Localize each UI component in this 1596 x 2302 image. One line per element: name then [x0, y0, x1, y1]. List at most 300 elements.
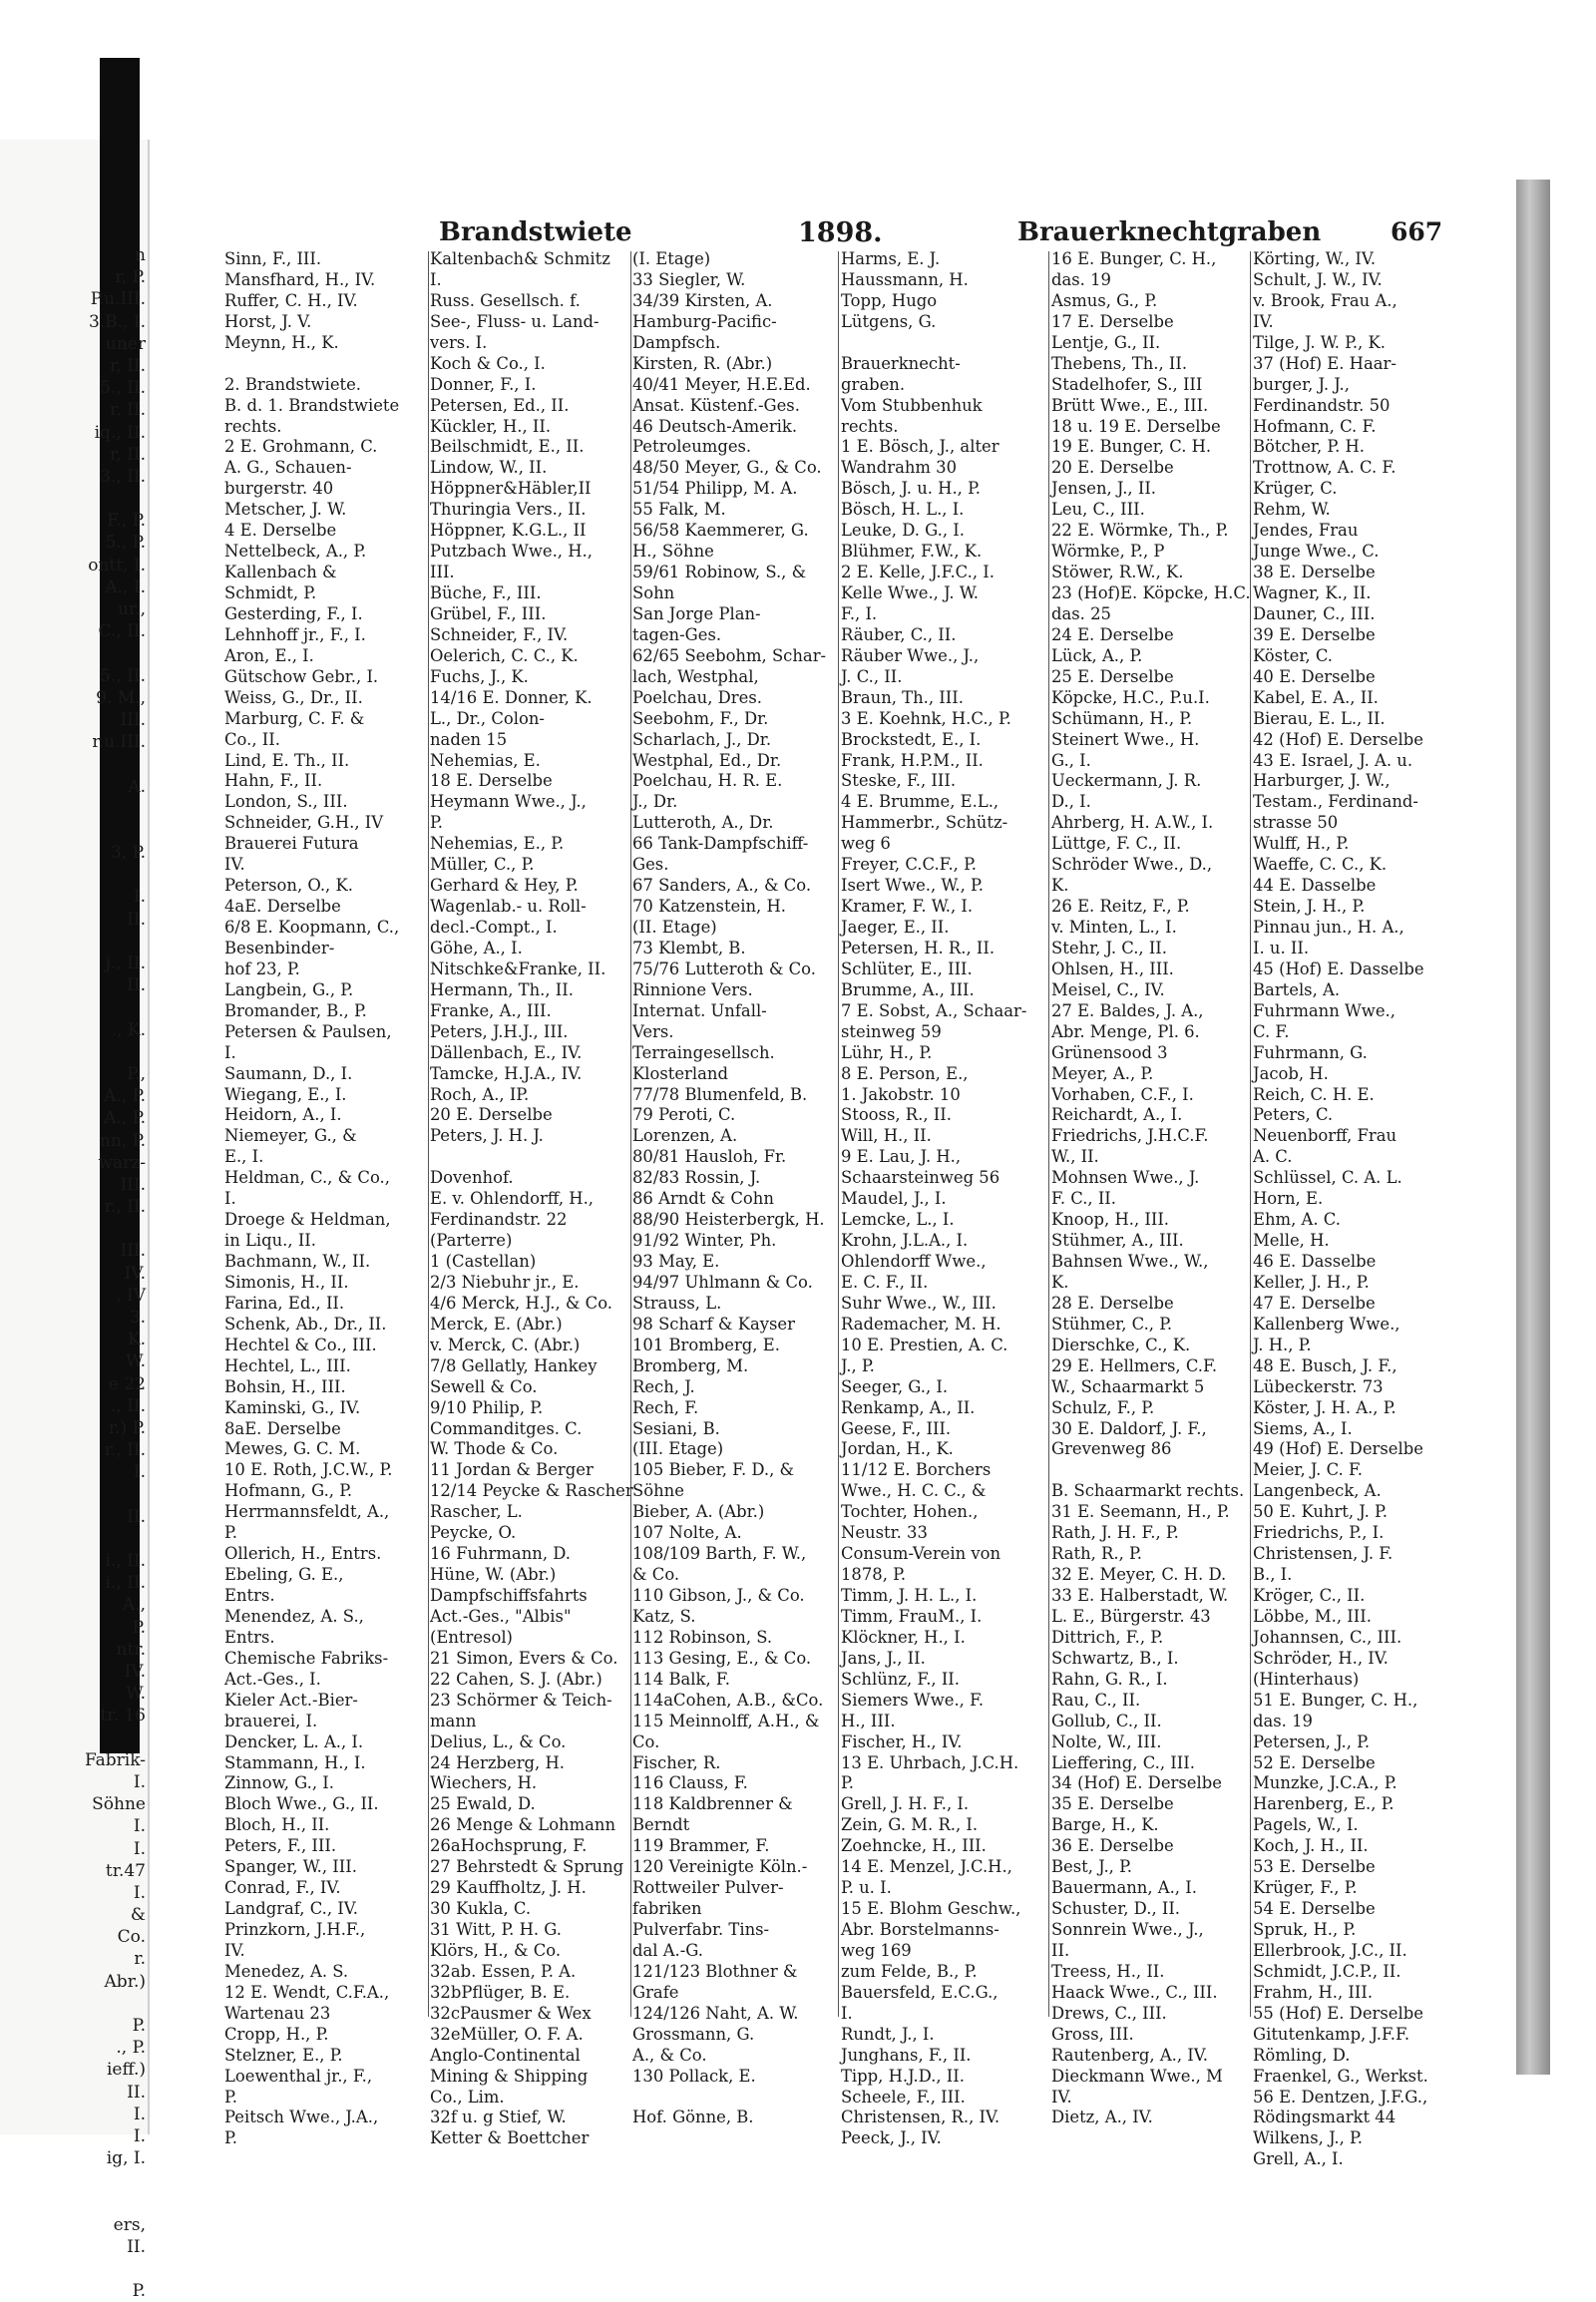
directory-entry: 38 E. Derselbe [1253, 563, 1376, 582]
facing-page-fragment: A. [128, 776, 146, 797]
directory-entry: B. Schaarmarkt rechts. [1051, 1481, 1245, 1501]
directory-entry: 45 (Hof) E. Dasselbe [1253, 959, 1424, 978]
directory-entry: Loewenthal jr., F., [224, 2066, 373, 2086]
directory-entry: (Entresol) [430, 1627, 513, 1647]
directory-entry: Frank, H.P.M., II. [841, 750, 984, 770]
directory-entry: Fuchs, J., K. [430, 666, 529, 686]
directory-entry: Stöwer, R.W., K. [1051, 563, 1184, 582]
directory-entry: Petersen & Paulsen, [224, 1021, 392, 1041]
directory-entry: Körting, W., IV. [1253, 249, 1377, 268]
directory-entry: Wiegang, E., I. [224, 1084, 347, 1104]
directory-entry: Schenk, Ab., Dr., II. [224, 1314, 387, 1334]
directory-entry: Stooss, R., II. [841, 1105, 952, 1125]
directory-entry: & Co. [632, 1565, 680, 1585]
facing-page-fragment: A., P. [104, 1086, 146, 1107]
directory-entry: Barge, H., K. [1051, 1815, 1159, 1835]
directory-entry: Klöckner, H., I. [841, 1627, 966, 1647]
directory-entry: 37 (Hof) E. Haar- [1253, 353, 1396, 373]
directory-entry: Heymann Wwe., J., [430, 792, 587, 812]
directory-entry: Hofmann, G., P. [224, 1481, 353, 1501]
directory-entry: Ferdinandstr. 22 [430, 1210, 568, 1230]
directory-entry: Putzbach Wwe., H., [430, 542, 593, 562]
directory-entry: Leuke, D. G., I. [841, 521, 965, 541]
directory-entry: Räuber Wwe., J., [841, 645, 980, 665]
directory-entry: Peitsch Wwe., J.A., [224, 2108, 379, 2127]
directory-entry: 2 E. Kelle, J.F.C., I. [841, 563, 995, 582]
directory-entry: Petersen, H. R., II. [841, 938, 996, 958]
directory-entry: Mansfhard, H., IV. [224, 269, 376, 289]
directory-entry: Bloch Wwe., G., II. [224, 1794, 379, 1814]
directory-entry: (Parterre) [430, 1231, 513, 1251]
directory-entry: 114aCohen, A.B., &Co. [632, 1690, 824, 1710]
directory-entry: Sinn, F., III. [224, 249, 322, 268]
directory-entry: Lehnhoff jr., F., I. [224, 624, 366, 644]
directory-entry: Rundt, J., I. [841, 2024, 935, 2044]
directory-entry: Christensen, R., IV. [841, 2108, 1000, 2127]
directory-entry: Testam., Ferdinand- [1253, 792, 1418, 812]
directory-entry: Meynn, H., K. [224, 332, 339, 352]
facing-page-fragment: I. [133, 1816, 146, 1837]
directory-entry: Fischer, H., IV. [841, 1731, 963, 1751]
directory-entry: Kabel, E. A., II. [1253, 687, 1379, 707]
facing-page-fragment [0, 798, 150, 820]
directory-entry: E., I. [224, 1147, 264, 1167]
directory-entry: 66 Tank-Dampfschiff- [632, 834, 809, 854]
directory-entry: Wiechers, H. [430, 1773, 538, 1793]
directory-entry: Rahn, G. R., I. [1051, 1669, 1168, 1689]
directory-entry: Bachmann, W., II. [224, 1252, 371, 1271]
directory-entry: Rascher, L. [430, 1502, 523, 1522]
directory-entry: 8aE. Derselbe [224, 1418, 341, 1438]
directory-entry: Bösch, H. L., I. [841, 500, 965, 520]
directory-entry: 27 E. Baldes, J. A., [1051, 1000, 1204, 1020]
directory-entry: hof 23, P. [224, 959, 300, 978]
directory-entry: 47 E. Derselbe [1253, 1293, 1376, 1313]
directory-entry: Haussmann, H. [841, 269, 969, 289]
directory-entry: Hof. Gönne, B. [632, 2108, 754, 2127]
directory-entry: Schlüssel, C. A. L. [1253, 1168, 1402, 1188]
directory-entry: 48 E. Busch, J. F., [1253, 1355, 1397, 1375]
facing-page-fragment: P., [127, 1063, 146, 1084]
directory-entry: 1 (Castellan) [430, 1252, 537, 1271]
directory-entry: F. C., II. [1051, 1189, 1116, 1209]
directory-column-4 [841, 249, 1055, 2148]
facing-page-fragment: r, P. [115, 267, 146, 288]
directory-entry: mann [430, 1711, 477, 1730]
directory-entry: P. [224, 2128, 237, 2148]
directory-entry: 1. Jakobstr. 10 [841, 1084, 961, 1104]
directory-entry: Bieber, A. (Abr.) [632, 1502, 765, 1522]
directory-entry: Junghans, F., II. [841, 2045, 972, 2065]
directory-entry: Geese, F., III. [841, 1418, 952, 1438]
directory-entry: 101 Bromberg, E. [632, 1335, 780, 1354]
directory-entry: Lück, A., P. [1051, 645, 1143, 665]
directory-entry: 34/39 Kirsten, A. [632, 290, 773, 310]
directory-entry: Schröder Wwe., D., [1051, 855, 1213, 875]
directory-entry: Meier, J. C. F. [1253, 1460, 1364, 1480]
directory-entry: IV. [1051, 2087, 1072, 2107]
directory-entry: 120 Vereinigte Köln.- [632, 1857, 808, 1877]
directory-entry: 11/12 E. Borchers [841, 1460, 992, 1480]
directory-entry: Schmidt, J.C.P., II. [1253, 1961, 1401, 1981]
directory-entry: Abr. Borstelmanns- [841, 1920, 999, 1939]
directory-entry: 16 Fuhrmann, D. [430, 1544, 572, 1564]
directory-entry: Fuhrmann, G. [1253, 1042, 1368, 1062]
directory-entry: Fuhrmann Wwe., [1253, 1000, 1396, 1020]
directory-entry: A., & Co. [632, 2045, 707, 2065]
directory-entry: Ruffer, C. H., IV. [224, 290, 358, 310]
directory-entry: Kieler Act.-Bier- [224, 1690, 358, 1710]
directory-entry: Pinnau jun., H. A., [1253, 918, 1404, 937]
directory-entry: Siems, A., I. [1253, 1418, 1353, 1438]
directory-entry: Peterson, O., K. [224, 876, 353, 896]
directory-entry: Vorhaben, C.F., I. [1051, 1084, 1194, 1104]
directory-entry: Consum-Verein von [841, 1544, 1001, 1564]
directory-entry: 59/61 Robinow, S., & [632, 563, 807, 582]
directory-entry: Westphal, Ed., Dr. [632, 750, 782, 770]
directory-entry: Lübeckerstr. 73 [1253, 1376, 1384, 1396]
directory-entry: 9 E. Lau, J. H., [841, 1147, 962, 1167]
directory-entry: 3 E. Koehnk, H.C., P. [841, 708, 1011, 728]
directory-entry: 86 Arndt & Cohn [632, 1189, 774, 1209]
directory-entry: 108/109 Barth, F. W., [632, 1544, 807, 1564]
directory-entry: 75/76 Lutteroth & Co. [632, 959, 816, 978]
facing-page-fragment: III. [120, 1241, 146, 1262]
directory-entry: Rau, C., II. [1051, 1690, 1141, 1710]
directory-entry: 110 Gibson, J., & Co. [632, 1586, 805, 1605]
directory-entry: Kramer, F. W., I. [841, 897, 974, 917]
directory-entry: Besenbinder- [224, 938, 335, 958]
directory-entry: Petroleumges. [632, 437, 752, 457]
directory-entry: P. [841, 1773, 854, 1793]
directory-entry: Hammerbr., Schütz- [841, 813, 1008, 833]
directory-entry: 29 Kauffholtz, J. H. [430, 1878, 587, 1898]
directory-entry: Neuenborff, Frau [1253, 1126, 1397, 1146]
facing-page-fragment: IV. [124, 1263, 146, 1284]
directory-entry: Fraenkel, G., Werkst. [1253, 2066, 1428, 2086]
facing-page-fragment: uner [105, 333, 146, 354]
facing-page-fragment: II. [127, 2082, 146, 2103]
directory-entry: Dampfsch. [632, 332, 721, 352]
directory-entry: 24 E. Derselbe [1051, 624, 1174, 644]
directory-entry: Aron, E., I. [224, 645, 314, 665]
directory-entry: 33 E. Halberstadt, W. [1051, 1586, 1229, 1605]
directory-entry: Droege & Heldman, [224, 1210, 391, 1230]
directory-entry: 14/16 E. Donner, K. [430, 687, 593, 707]
directory-entry: 50 E. Kuhrt, J. P. [1253, 1502, 1388, 1522]
directory-entry: Schneider, F., IV. [430, 624, 569, 644]
directory-entry: 49 (Hof) E. Derselbe [1253, 1439, 1423, 1459]
directory-entry: Timm, J. H. L., I. [841, 1586, 978, 1605]
directory-entry: Bösch, J. u. H., P. [841, 479, 982, 499]
page-number: 667 [1391, 217, 1443, 246]
directory-entry: Co., II. [224, 729, 280, 749]
directory-entry: E. C. F., II. [841, 1272, 929, 1292]
directory-entry: 130 Pollack, E. [632, 2066, 756, 2086]
directory-entry: Lemcke, L., I. [841, 1210, 955, 1230]
directory-entry: Krohn, J.L.A., I. [841, 1231, 969, 1251]
directory-entry: Sesiani, B. [632, 1418, 720, 1438]
facing-page-fragment: I. [133, 887, 146, 908]
directory-entry: Schulz, F., P. [1051, 1397, 1155, 1417]
directory-entry: K. [1051, 1272, 1069, 1292]
directory-entry: Hofmann, C. F. [1253, 416, 1377, 436]
directory-entry: Peeck, J., IV. [841, 2128, 942, 2148]
directory-entry: Gross, III. [1051, 2024, 1134, 2044]
directory-entry: Gollub, C., II. [1051, 1711, 1162, 1730]
facing-page-fragment: 5., II. [100, 665, 146, 686]
directory-entry: 2/3 Niebuhr jr., E. [430, 1272, 580, 1292]
facing-page-fragment [0, 864, 150, 886]
directory-entry: Harburger, J. W., [1253, 771, 1391, 791]
directory-entry: (I. Etage) [632, 249, 711, 268]
directory-entry: 44 E. Dasselbe [1253, 876, 1377, 896]
directory-entry: Harenberg, E., P. [1253, 1794, 1395, 1814]
directory-entry: Grünensood 3 [1051, 1042, 1168, 1062]
directory-entry: Peycke, O. [430, 1523, 517, 1543]
directory-entry: Menendez, A. S., [224, 1606, 364, 1626]
directory-entry: 46 E. Dasselbe [1253, 1252, 1377, 1271]
directory-entry: W., Schaarmarkt 5 [1051, 1376, 1205, 1396]
directory-entry: 56/58 Kaemmerer, G. [632, 521, 809, 541]
directory-entry: Jans, J., II. [841, 1648, 926, 1668]
directory-entry: Wagenlab.- u. Roll- [430, 897, 587, 917]
facing-page-fragment: i., II. [105, 1551, 146, 1572]
facing-page-fragment: r.) P. [108, 1417, 146, 1438]
directory-entry: Strauss, L. [632, 1293, 722, 1313]
directory-entry: Bötcher, P. H. [1253, 437, 1366, 457]
directory-entry: L. E., Bürgerstr. 43 [1051, 1606, 1211, 1626]
directory-entry: 116 Clauss, F. [632, 1773, 748, 1793]
directory-entry: Dovenhof. [430, 1168, 514, 1188]
directory-entry: Schneider, G.H., IV [224, 813, 384, 833]
directory-entry: Best, J., P. [1051, 1857, 1133, 1877]
facing-page-fragment: I. [133, 2125, 146, 2146]
facing-page-fragment [0, 1727, 150, 1749]
directory-entry: Schmidt, P. [224, 583, 317, 602]
directory-entry: 29 E. Hellmers, C.F. [1051, 1355, 1218, 1375]
directory-entry: 2. Brandstwiete. [224, 374, 362, 394]
directory-entry: 32bPflüger, B. E. [430, 1982, 571, 2002]
directory-entry: Rödingsmarkt 44 [1253, 2108, 1396, 2127]
directory-entry: Söhne [632, 1481, 684, 1501]
directory-entry: Brütt Wwe., E., III. [1051, 395, 1209, 415]
directory-entry: Oelerich, C. C., K. [430, 645, 579, 665]
directory-entry: Gesterding, F., I. [224, 603, 363, 623]
directory-entry: Dampfschiffsfahrts [430, 1586, 588, 1605]
directory-entry: rechts. [841, 416, 899, 436]
directory-entry: 4 E. Brumme, E.L., [841, 792, 999, 812]
directory-entry: 2 E. Grohmann, C. [224, 437, 378, 457]
facing-page-text [0, 244, 150, 2302]
directory-entry: Koch, J. H., II. [1253, 1836, 1369, 1856]
directory-entry: Petersen, Ed., II. [430, 395, 570, 415]
directory-entry: Meisel, C., IV. [1051, 979, 1165, 999]
directory-column-2 [430, 249, 644, 2148]
directory-entry: Seeger, G., I. [841, 1376, 949, 1396]
directory-entry: Nehemias, E. [430, 750, 541, 770]
directory-entry: Pagels, W., I. [1253, 1815, 1359, 1835]
facing-page-fragment: r., II. [104, 1440, 146, 1461]
facing-page-fragment: ontt, I. [88, 555, 146, 576]
facing-page-fragment: ., II. [110, 1395, 146, 1416]
directory-entry: Reichardt, A., I. [1051, 1105, 1183, 1125]
directory-entry: 79 Peroti, C. [632, 1105, 736, 1125]
directory-entry: Zinnow, G., I. [224, 1773, 334, 1793]
directory-entry: Munzke, J.C.A., P. [1253, 1773, 1397, 1793]
directory-entry: Brauerei Futura [224, 834, 359, 854]
facing-page-fragment [0, 1041, 150, 1063]
directory-entry: Harms, E. J. [841, 249, 941, 268]
directory-entry: Schuster, D., II. [1051, 1899, 1181, 1919]
directory-entry: Stehr, J. C., II. [1051, 938, 1167, 958]
directory-entry: Russ. Gesellsch. f. [430, 290, 581, 310]
directory-entry: 10 E. Roth, J.C.W., P. [224, 1460, 393, 1480]
facing-page-fragment: I. [133, 1771, 146, 1792]
directory-entry: 7 E. Sobst, A., Schaar- [841, 1000, 1027, 1020]
directory-entry: Wörmke, P., P [1051, 542, 1165, 562]
facing-page-fragment [0, 1484, 150, 1506]
directory-entry: 17 E. Derselbe [1051, 311, 1174, 331]
directory-entry: steinweg 59 [841, 1021, 942, 1041]
facing-page-fragment: I. [133, 1882, 146, 1903]
directory-entry: E. v. Ohlendorff, H., [430, 1189, 595, 1209]
facing-page-fragment: ers, [113, 2214, 146, 2235]
directory-entry: Leu, C., III. [1051, 500, 1145, 520]
directory-entry: dal A.-G. [632, 1940, 704, 1960]
directory-entry: Steske, F., III. [841, 771, 957, 791]
directory-entry: Horn, E. [1253, 1189, 1324, 1209]
directory-entry: Tochter, Hohen., [841, 1502, 979, 1522]
directory-entry: Kallenberg Wwe., [1253, 1314, 1400, 1334]
facing-page-fragment: j., II. [105, 954, 146, 973]
directory-entry: das. 19 [1253, 1711, 1313, 1730]
facing-page-fragment: Fabrik- [85, 1749, 146, 1770]
directory-entry: Schröder, H., IV. [1253, 1648, 1389, 1668]
directory-entry: 30 Kukla, C. [430, 1899, 532, 1919]
directory-entry: J. H., P. [1253, 1335, 1312, 1354]
directory-entry: Keller, J. H., P. [1253, 1272, 1370, 1292]
directory-entry: Müller, C., P. [430, 855, 535, 875]
directory-entry: 15 E. Blohm Geschw., [841, 1899, 1021, 1919]
directory-entry: Tilge, J. W. P., K. [1253, 332, 1386, 352]
directory-entry: Internat. Unfall- [632, 1000, 767, 1020]
directory-entry: Tamcke, H.J.A., IV. [430, 1063, 583, 1083]
directory-entry: Metscher, J. W. [224, 500, 347, 520]
directory-entry: Ohlsen, H., III. [1051, 959, 1174, 978]
directory-entry: 20 E. Derselbe [430, 1105, 553, 1125]
directory-entry: W., II. [1051, 1147, 1099, 1167]
directory-entry [1051, 1460, 1266, 1481]
directory-entry: 6/8 E. Koopmann, C., [224, 918, 400, 937]
directory-entry: 62/65 Seebohm, Schar- [632, 645, 827, 665]
directory-entry: Grossmann, G. [632, 2024, 755, 2044]
directory-entry: Lütgens, G. [841, 311, 937, 331]
facing-page-fragment: Co. [117, 1927, 146, 1948]
directory-entry: Gütschow Gebr., I. [224, 666, 379, 686]
directory-entry: 82/83 Rossin, J. [632, 1168, 761, 1188]
directory-entry: 18 E. Derselbe [430, 771, 553, 791]
directory-entry: Maudel, J., I. [841, 1189, 947, 1209]
facing-page-fragment [0, 2169, 150, 2191]
directory-entry: 25 E. Derselbe [1051, 666, 1174, 686]
directory-entry: Höppner, K.G.L., II [430, 521, 587, 541]
directory-entry: 114 Balk, F. [632, 1669, 730, 1689]
directory-entry: Ges. [632, 855, 669, 875]
directory-entry: Suhr Wwe., W., III. [841, 1293, 997, 1313]
directory-entry: Gerhard & Hey, P. [430, 876, 579, 896]
directory-entry: Wartenau 23 [224, 2003, 331, 2023]
directory-entry: I. [841, 2003, 853, 2023]
directory-entry: Haack Wwe., C., III. [1051, 1982, 1218, 2002]
directory-entry: 1878, P. [841, 1565, 907, 1585]
directory-entry: IV. [224, 855, 245, 875]
directory-entry: burgerstr. 40 [224, 479, 334, 499]
facing-page-fragment: P. [132, 2281, 146, 2302]
directory-entry: Grübel, F., III. [430, 603, 547, 623]
directory-entry: Kallenbach & [224, 563, 337, 582]
directory-entry: Hechtel & Co., III. [224, 1335, 377, 1354]
facing-page-fragment: 5., P. [105, 533, 146, 554]
facing-page-fragment: A., P. [104, 1108, 146, 1129]
directory-entry: Blühmer, F.W., K. [841, 542, 983, 562]
directory-entry: Lindow, W., II. [430, 458, 548, 478]
directory-entry: Co., Lim. [430, 2087, 505, 2107]
facing-page-fragment [0, 1993, 150, 2015]
directory-entry: Scheele, F., III. [841, 2087, 966, 2107]
directory-entry: Lorenzen, A. [632, 1126, 738, 1146]
directory-entry: Dieckmann Wwe., M [1051, 2066, 1223, 2086]
facing-page-fragment [0, 642, 150, 664]
directory-entry: 51 E. Bunger, C. H., [1253, 1690, 1418, 1710]
directory-entry: Dencker, L. A., I. [224, 1731, 364, 1751]
directory-entry: Bohsin, H., III. [224, 1376, 346, 1396]
directory-entry: Hechtel, L., III. [224, 1355, 351, 1375]
directory-entry: Niemeyer, G., & [224, 1126, 357, 1146]
directory-entry: 19 E. Bunger, C. H. [1051, 437, 1212, 457]
directory-entry: Zein, G. M. R., I. [841, 1815, 979, 1835]
directory-entry: Löbbe, M., III. [1253, 1606, 1372, 1626]
directory-entry: Hahn, F., II. [224, 771, 323, 791]
directory-entry: 12 E. Wendt, C.F.A., [224, 1982, 390, 2002]
facing-page-fragment: F., P. [107, 511, 146, 532]
facing-page-fragment: , IV [116, 1285, 146, 1306]
directory-entry: Dällenbach, E., IV. [430, 1042, 583, 1062]
facing-page-fragment [0, 2258, 150, 2280]
directory-entry: Fischer, R. [632, 1752, 721, 1772]
directory-entry: Braun, Th., III. [841, 687, 964, 707]
directory-entry: 107 Nolte, A. [632, 1523, 742, 1543]
directory-entry: Franke, A., III. [430, 1000, 552, 1020]
directory-entry: Ollerich, H., Entrs. [224, 1544, 382, 1564]
directory-entry: Ebeling, G. E., [224, 1565, 344, 1585]
directory-entry: Langbein, G., P. [224, 979, 354, 999]
directory-entry: 40 E. Derselbe [1253, 666, 1376, 686]
directory-entry: 32 E. Meyer, C. H. D. [1051, 1565, 1227, 1585]
directory-entry: Köster, J. H. A., P. [1253, 1397, 1396, 1417]
directory-entry: L., Dr., Colon- [430, 708, 545, 728]
directory-entry: Bromander, B., P. [224, 1000, 367, 1020]
facing-page-fragment: Abr.) [104, 1971, 146, 1992]
directory-entry: Ansat. Küstenf.-Ges. [632, 395, 800, 415]
directory-entry: 18 u. 19 E. Derselbe [1051, 416, 1221, 436]
facing-page-fragment: r., II. [104, 1197, 146, 1218]
directory-entry: Langenbeck, A. [1253, 1481, 1382, 1501]
directory-entry: zum Felde, B., P. [841, 1961, 978, 1981]
directory-entry: Jendes, Frau [1253, 521, 1359, 541]
directory-entry: Poelchau, H. R. E. [632, 771, 783, 791]
directory-entry: Nolte, W., III. [1051, 1731, 1162, 1751]
